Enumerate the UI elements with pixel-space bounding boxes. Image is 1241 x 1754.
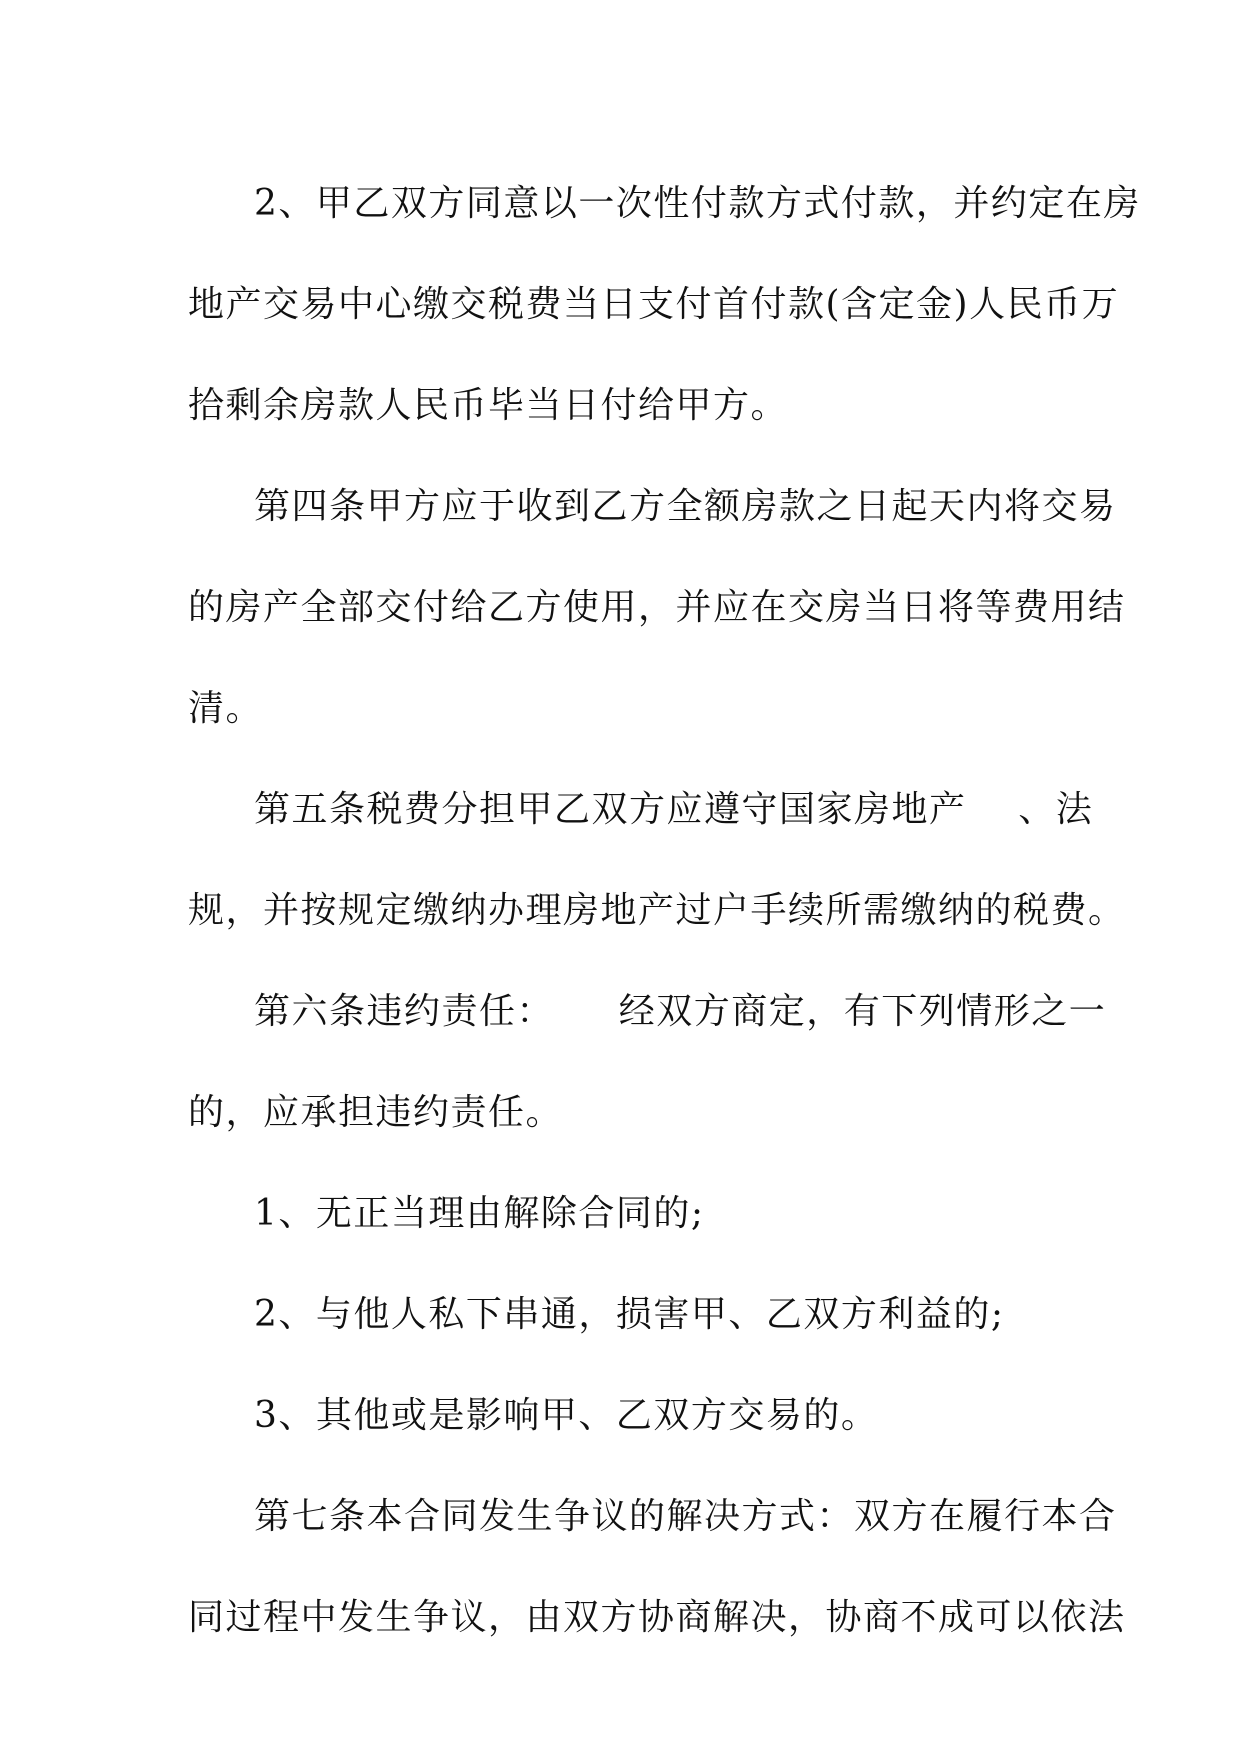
- text-line: 清。: [188, 688, 264, 729]
- text-line: 拾剩余房款人民币毕当日付给甲方。: [188, 385, 789, 426]
- contract-text: [188, 168, 1141, 1683]
- text-line: 第五条税费分担甲乙双方应遵守国家房地产 、法: [254, 789, 1094, 830]
- text-line: 的，应承担违约责任。: [188, 1092, 564, 1133]
- text-line: 第七条本合同发生争议的解决方式：双方在履行本合: [254, 1496, 1117, 1537]
- text-line: 1、无正当理由解除合同的;: [254, 1193, 705, 1234]
- text-line: 地产交易中心缴交税费当日支付首付款(含定金)人民币万: [188, 284, 1120, 325]
- text-line: 的房产全部交付给乙方使用，并应在交房当日将等费用结: [188, 587, 1126, 628]
- text-line: 3、其他或是影响甲、乙双方交易的。: [254, 1395, 879, 1436]
- text-line: 第六条违约责任： 经双方商定，有下列情形之一: [254, 991, 1107, 1032]
- text-line: 2、甲乙双方同意以一次性付款方式付款，并约定在房: [254, 183, 1141, 224]
- text-line: 2、与他人私下串通，损害甲、乙双方利益的;: [254, 1294, 1005, 1335]
- text-line: 第四条甲方应于收到乙方全额房款之日起天内将交易: [254, 486, 1117, 527]
- text-line: 规，并按规定缴纳办理房地产过户手续所需缴纳的税费。: [188, 890, 1126, 931]
- text-line: 同过程中发生争议，由双方协商解决，协商不成可以依法: [188, 1597, 1126, 1638]
